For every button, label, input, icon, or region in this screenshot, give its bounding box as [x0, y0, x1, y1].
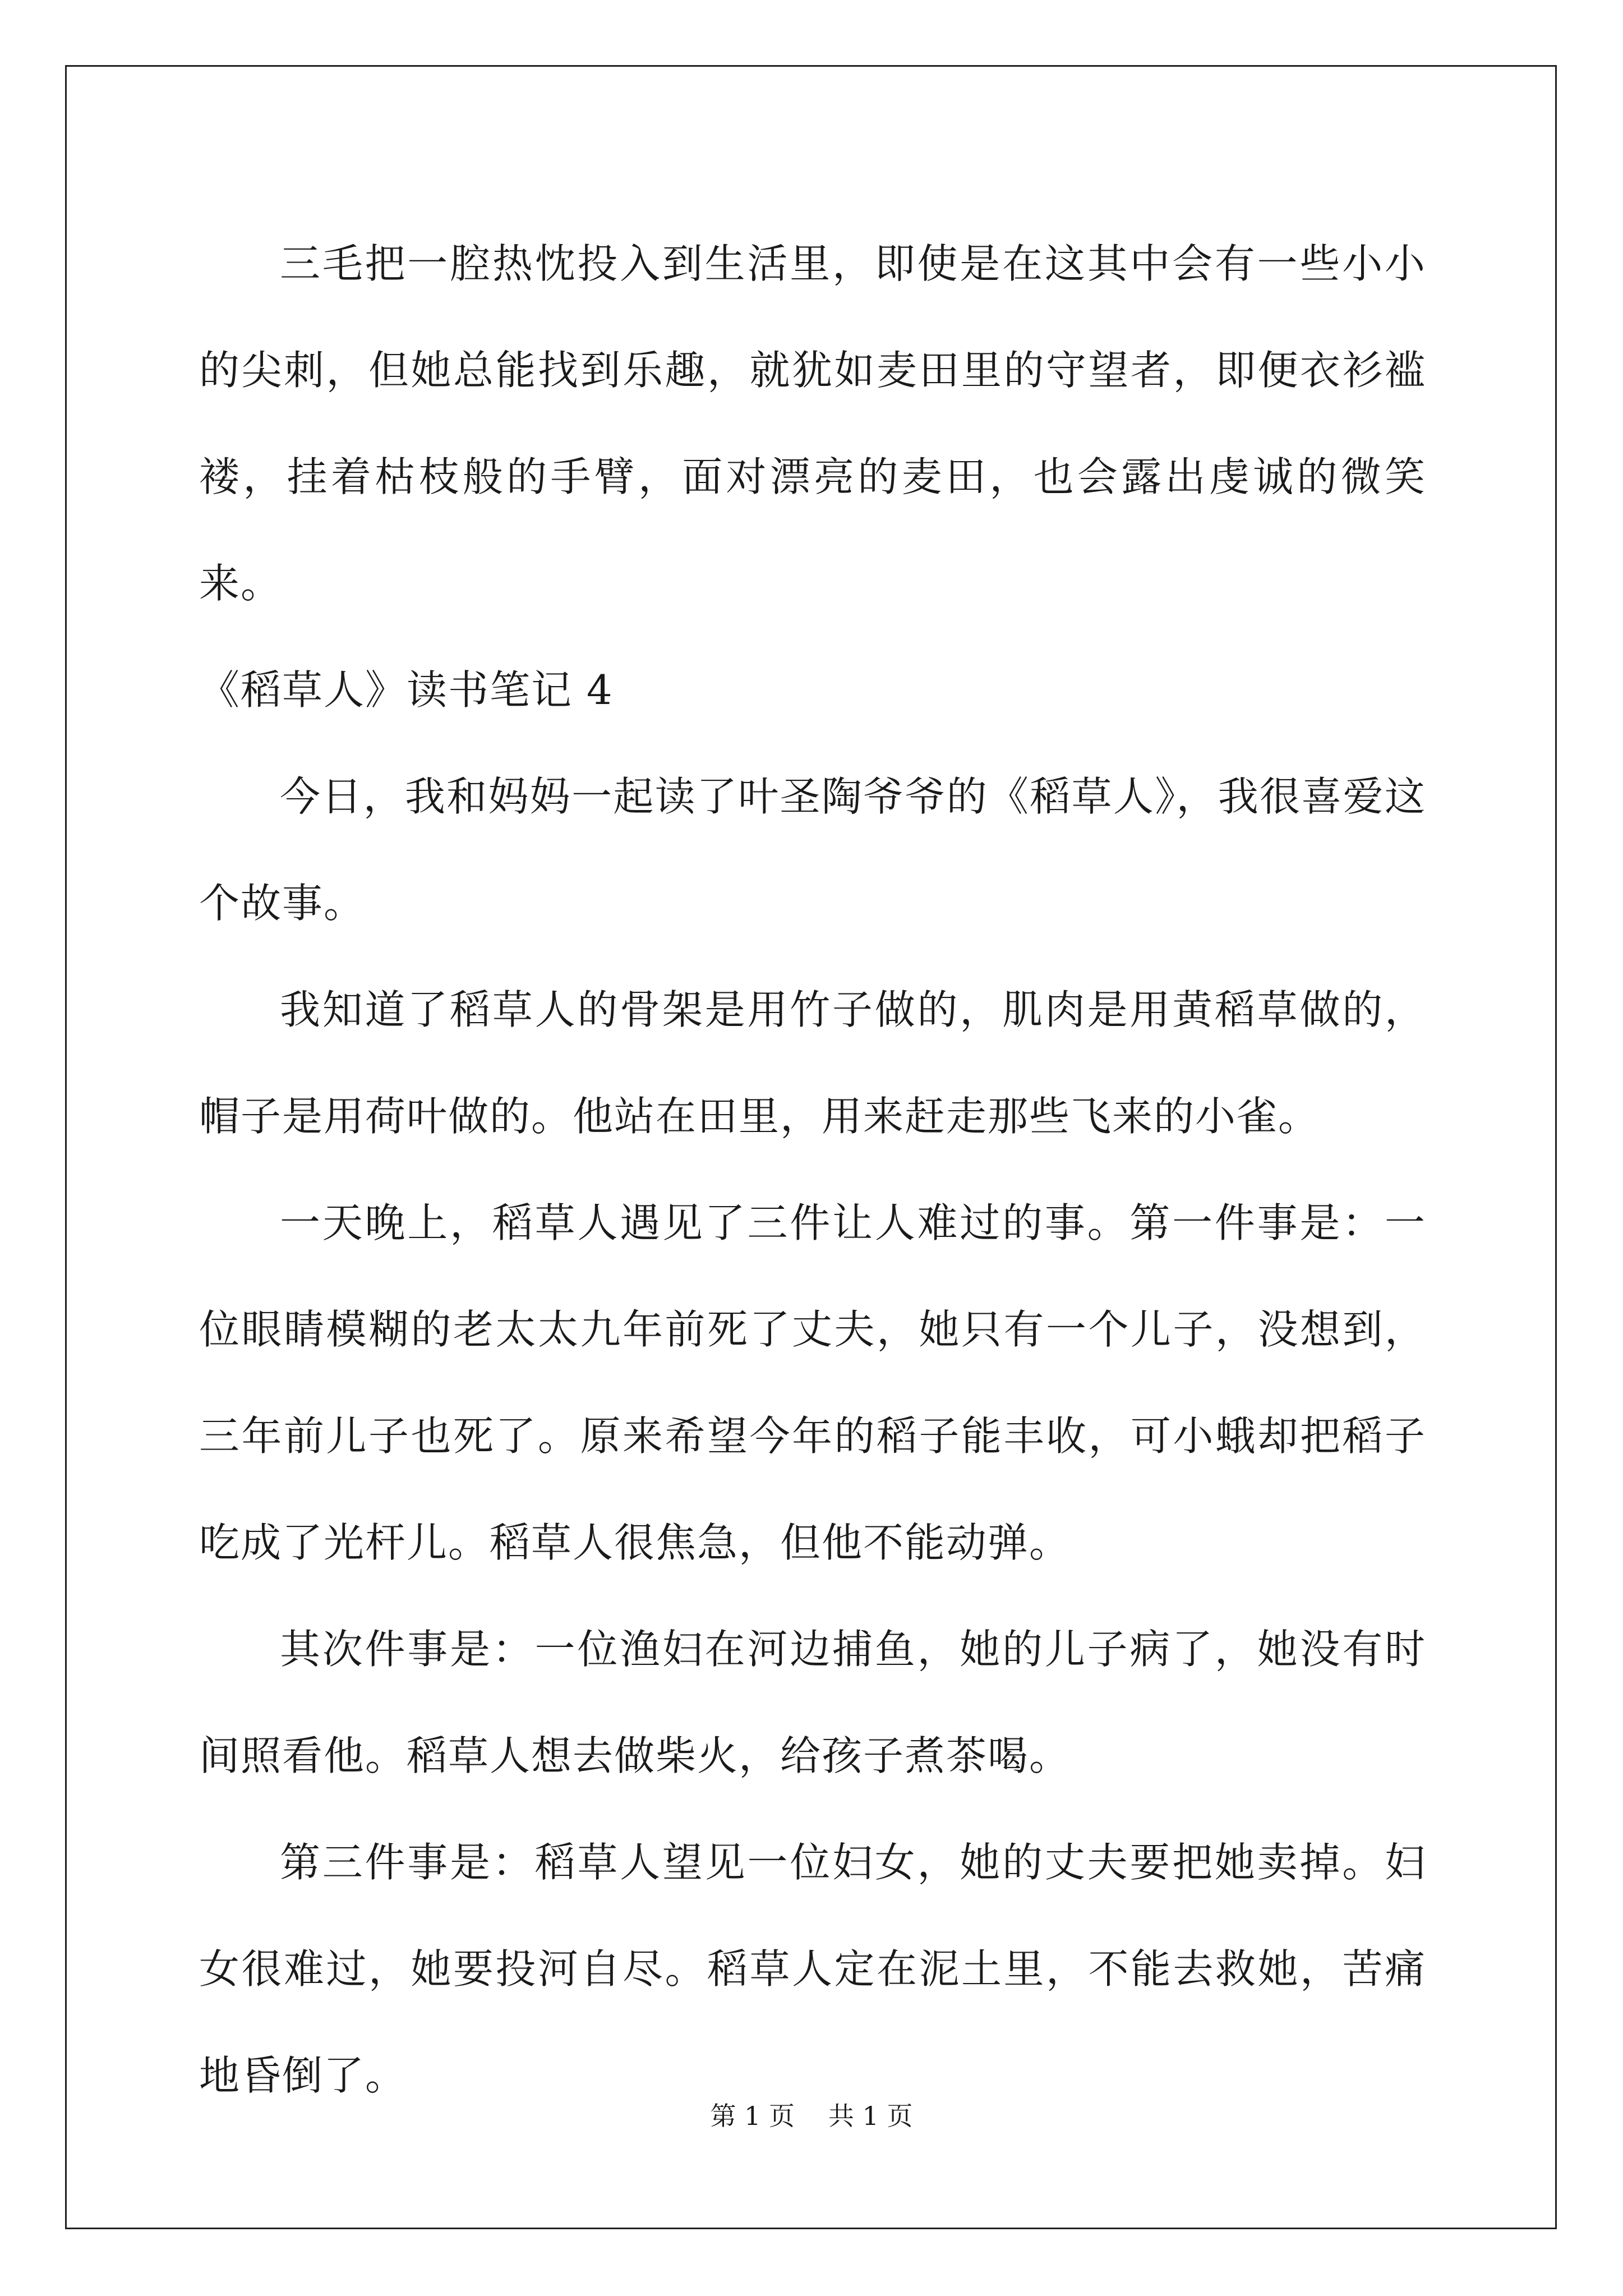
- paragraph-third-event: 第三件事是：稻草人望见一位妇女，她的丈夫要把她卖掉。妇女很难过，她要投河自尽。稻草人定在泥土里，不能去救她，苦痛地昏倒了。: [199, 1839, 1426, 2099]
- page-footer: [0, 2099, 1623, 2133]
- page-number-total: 共 1 页: [828, 2101, 913, 2131]
- section-heading: 《稻草人》读书笔记 4: [199, 666, 614, 714]
- paragraph-first-event: 一天晚上，稻草人遇见了三件让人难过的事。第一件事是：一位眼睛模糊的老太太九年前死了丈夫，她只有一个儿子，没想到，三年前儿子也死了。原来希望今年的稻子能丰收，可小蛾却把稻子吃成了光杆儿。稻草人很焦急，但他不能动弹。: [199, 1199, 1426, 1566]
- paragraph-skeleton: 我知道了稻草人的骨架是用竹子做的，肌肉是用黄稻草做的，帽子是用荷叶做的。他站在田里，用来赶走那些飞来的小雀。: [199, 986, 1426, 1140]
- paragraph-sanmao: 三毛把一腔热忱投入到生活里，即使是在这其中会有一些小小的尖刺，但她总能找到乐趣，就犹如麦田里的守望者，即便衣衫褴褛，挂着枯枝般的手臂，面对漂亮的麦田，也会露出虔诚的微笑来。: [199, 240, 1426, 607]
- page-number-current: 第 1 页: [710, 2101, 795, 2131]
- document-body: [199, 210, 1426, 2129]
- paragraph-second-event: 其次件事是：一位渔妇在河边捕鱼，她的儿子病了，她没有时间照看他。稻草人想去做柴火，给孩子煮茶喝。: [199, 1626, 1426, 1779]
- paragraph-intro: 今日，我和妈妈一起读了叶圣陶爷爷的《稻草人》，我很喜爱这个故事。: [199, 773, 1426, 927]
